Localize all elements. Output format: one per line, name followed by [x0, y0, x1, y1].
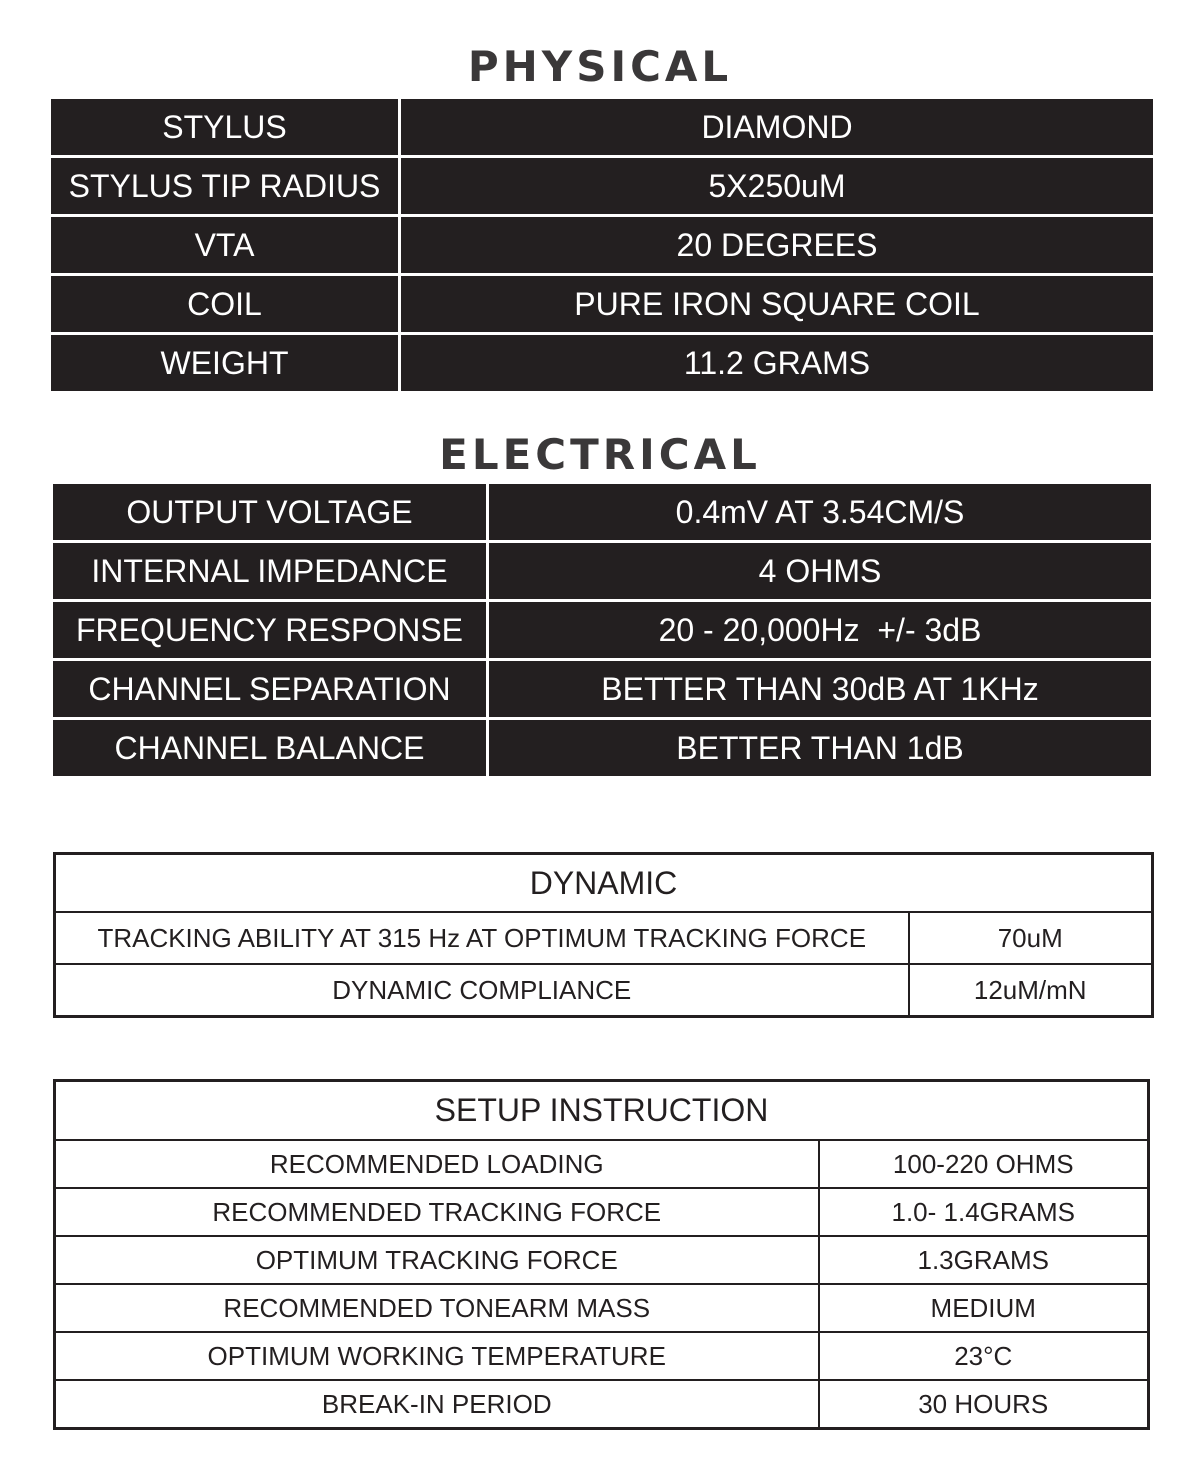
- table-row: [52, 483, 1153, 542]
- spec-value: 70uM: [909, 912, 1153, 964]
- spec-value: 20 - 20,000Hz +/- 3dB: [488, 601, 1153, 660]
- spec-value: 30 HOURS: [819, 1380, 1149, 1429]
- spec-label: FREQUENCY RESPONSE: [52, 601, 488, 660]
- spec-label: STYLUS: [50, 98, 400, 157]
- spec-value: 23°C: [819, 1332, 1149, 1380]
- spec-value: 12uM/mN: [909, 964, 1153, 1017]
- spec-value: BETTER THAN 30dB AT 1KHz: [488, 660, 1153, 719]
- table-row: [50, 98, 1155, 157]
- spec-value: 0.4mV AT 3.54CM/S: [488, 483, 1153, 542]
- table-header-row: [55, 1081, 1149, 1141]
- spec-label: RECOMMENDED TRACKING FORCE: [55, 1188, 819, 1236]
- physical-section-title: PHYSICAL: [467, 42, 733, 91]
- table-row: [55, 964, 1153, 1017]
- spec-label: BREAK-IN PERIOD: [55, 1380, 819, 1429]
- spec-label: OUTPUT VOLTAGE: [52, 483, 488, 542]
- spec-value: PURE IRON SQUARE COIL: [400, 275, 1155, 334]
- table-row: [55, 1236, 1149, 1284]
- spec-value: BETTER THAN 1dB: [488, 719, 1153, 778]
- table-row: [52, 542, 1153, 601]
- setup-instruction-table: [53, 1079, 1150, 1430]
- spec-label: COIL: [50, 275, 400, 334]
- table-header-row: [55, 854, 1153, 913]
- spec-label: VTA: [50, 216, 400, 275]
- electrical-section-title: ELECTRICAL: [439, 430, 761, 479]
- spec-label: OPTIMUM TRACKING FORCE: [55, 1236, 819, 1284]
- spec-label: STYLUS TIP RADIUS: [50, 157, 400, 216]
- table-row: [50, 157, 1155, 216]
- table-row: [55, 912, 1153, 964]
- spec-label: RECOMMENDED TONEARM MASS: [55, 1284, 819, 1332]
- table-row: [52, 660, 1153, 719]
- physical-spec-table: [48, 96, 1156, 394]
- spec-value: 1.3GRAMS: [819, 1236, 1149, 1284]
- table-row: [52, 601, 1153, 660]
- table-row: [50, 216, 1155, 275]
- spec-label: CHANNEL SEPARATION: [52, 660, 488, 719]
- electrical-spec-table: [50, 481, 1154, 779]
- spec-value: 11.2 GRAMS: [400, 334, 1155, 393]
- spec-label: DYNAMIC COMPLIANCE: [55, 964, 909, 1017]
- table-row: [52, 719, 1153, 778]
- table-row: [55, 1140, 1149, 1188]
- spec-label: TRACKING ABILITY AT 315 Hz AT OPTIMUM TRACKING FORCE: [55, 912, 909, 964]
- table-row: [55, 1188, 1149, 1236]
- spec-value: MEDIUM: [819, 1284, 1149, 1332]
- table-row: [50, 334, 1155, 393]
- spec-label: WEIGHT: [50, 334, 400, 393]
- setup-table-title: SETUP INSTRUCTION: [55, 1081, 1149, 1141]
- spec-label: CHANNEL BALANCE: [52, 719, 488, 778]
- spec-value: 1.0- 1.4GRAMS: [819, 1188, 1149, 1236]
- table-row: [55, 1380, 1149, 1429]
- table-row: [55, 1284, 1149, 1332]
- spec-label: RECOMMENDED LOADING: [55, 1140, 819, 1188]
- spec-label: INTERNAL IMPEDANCE: [52, 542, 488, 601]
- spec-label: OPTIMUM WORKING TEMPERATURE: [55, 1332, 819, 1380]
- dynamic-spec-table: [53, 852, 1154, 1018]
- spec-value: 20 DEGREES: [400, 216, 1155, 275]
- spec-value: 100-220 OHMS: [819, 1140, 1149, 1188]
- table-row: [50, 275, 1155, 334]
- spec-value: 5X250uM: [400, 157, 1155, 216]
- dynamic-table-title: DYNAMIC: [55, 854, 1153, 913]
- spec-value: DIAMOND: [400, 98, 1155, 157]
- spec-value: 4 OHMS: [488, 542, 1153, 601]
- table-row: [55, 1332, 1149, 1380]
